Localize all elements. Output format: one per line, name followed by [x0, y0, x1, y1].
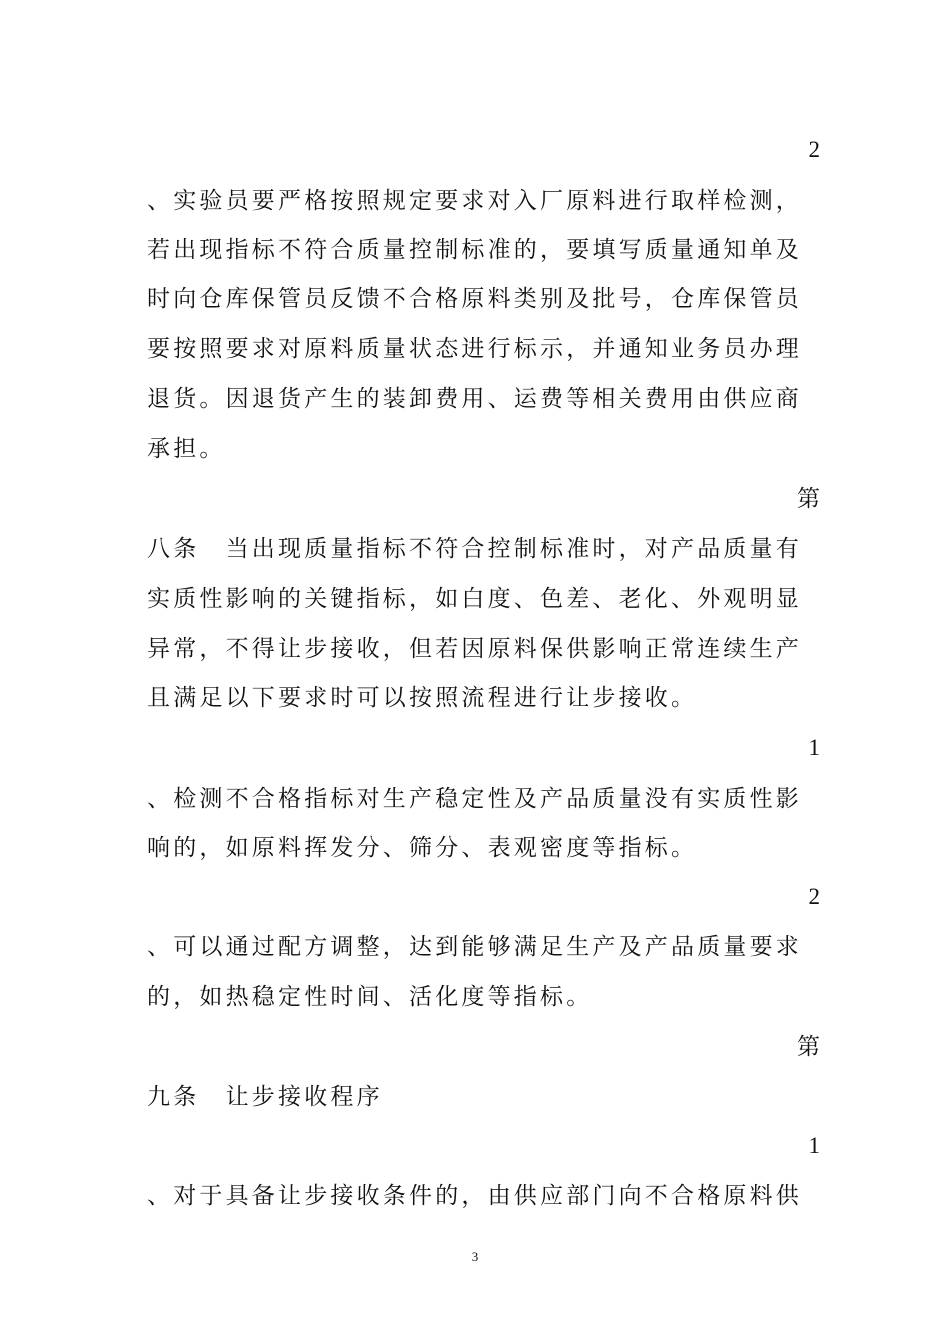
article-prefix: 第	[797, 486, 820, 511]
article-heading-line: 八条 当出现质量指标不符合控制标准时，对产品质量有	[147, 536, 802, 562]
text-line: 承担。	[147, 436, 226, 462]
text-line: 、检测不合格指标对生产稳定性及产品质量没有实质性影	[147, 786, 802, 812]
article-heading-line: 九条 让步接收程序	[147, 1084, 383, 1110]
text-line: 、实验员要严格按照规定要求对入厂原料进行取样检测，	[147, 188, 802, 214]
text-line: 、对于具备让步接收条件的，由供应部门向不合格原料供	[147, 1183, 802, 1209]
text-line: 若出现指标不符合质量控制标准的，要填写质量通知单及	[147, 237, 802, 263]
list-number: 1	[808, 735, 820, 760]
text-line: 实质性影响的关键指标，如白度、色差、老化、外观明显	[147, 586, 802, 612]
list-number: 1	[808, 1133, 820, 1158]
text-line: 时向仓库保管员反馈不合格原料类别及批号，仓库保管员	[147, 286, 802, 312]
text-line: 要按照要求对原料质量状态进行标示，并通知业务员办理	[147, 336, 802, 362]
list-number: 2	[808, 884, 820, 909]
text-line: 异常，不得让步接收，但若因原料保供影响正常连续生产	[147, 636, 802, 662]
page-number: 3	[471, 1249, 479, 1264]
text-line: 响的，如原料挥发分、筛分、表观密度等指标。	[147, 835, 698, 861]
article-prefix: 第	[797, 1034, 820, 1059]
text-line: 退货。因退货产生的装卸费用、运费等相关费用由供应商	[147, 386, 802, 412]
text-line: 且满足以下要求时可以按照流程进行让步接收。	[147, 685, 698, 711]
text-line: 的，如热稳定性时间、活化度等指标。	[147, 984, 593, 1010]
text-line: 、可以通过配方调整，达到能够满足生产及产品质量要求	[147, 934, 802, 960]
list-number: 2	[808, 137, 820, 162]
